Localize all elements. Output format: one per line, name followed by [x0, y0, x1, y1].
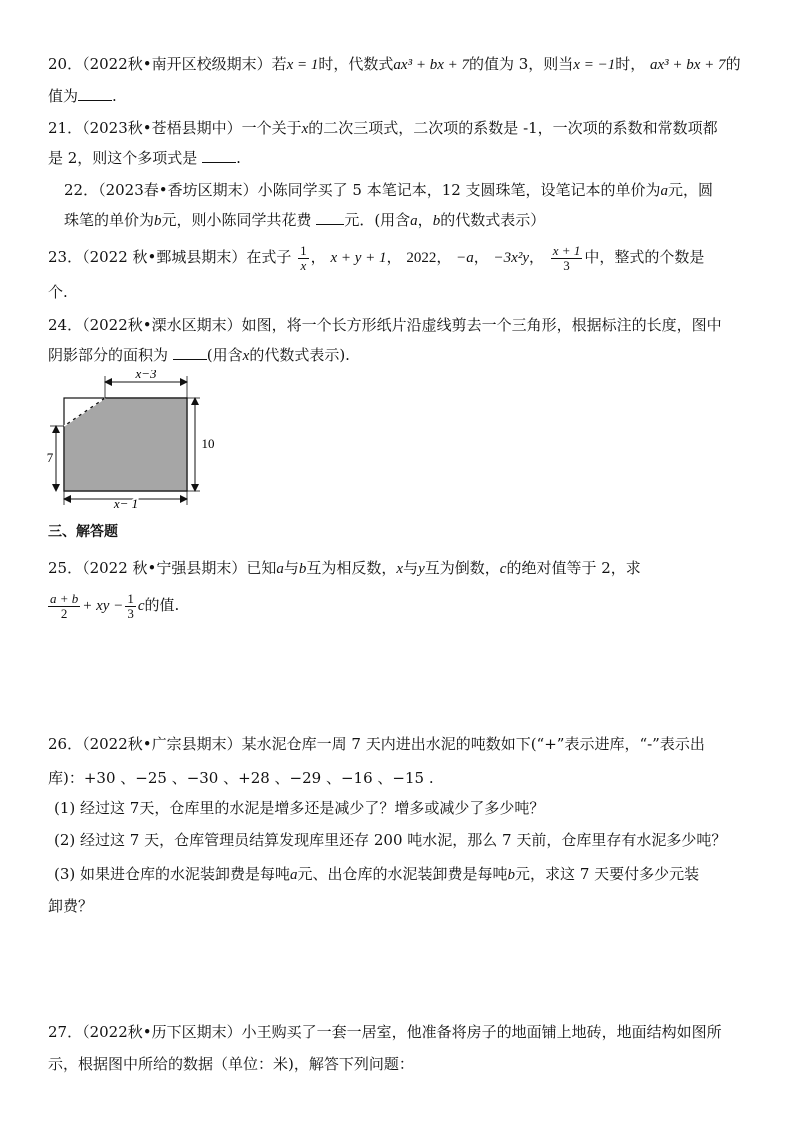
q27-line2	[48, 1054, 414, 1074]
q27-text-a: 27．（2022秋•历下区期末）小王购买了一套一居室，他准备将房子的地面铺上地砖，地面结构如图所	[48, 1023, 722, 1041]
q22-text-a: 22．（2023春•香坊区期末）小陈同学买了 5 本笔记本，12 支圆珠笔，设笔记本的单价为	[64, 181, 661, 199]
q25-fraction-1-over-3	[125, 592, 136, 621]
q21-var-x: x	[301, 121, 309, 137]
q26-part3-text-b: 元、出仓库的水泥装卸费是每吨	[297, 865, 508, 883]
q23-line2	[48, 282, 68, 302]
q23-text-a: 23．（2022 秋•鄄城县期末）在式子	[48, 248, 292, 266]
q23-sep: ，	[436, 248, 452, 266]
q25-var-a: a	[276, 561, 284, 577]
q24-figure	[44, 370, 234, 510]
q22-var-b-2: b	[432, 213, 441, 229]
q23-sep: ，	[310, 248, 326, 266]
q23-text-c: 个.	[48, 283, 68, 301]
right-label: 10	[201, 436, 215, 451]
q23-expr-3: −a	[456, 250, 474, 266]
q22-text-f: 的代数式表示）	[440, 211, 546, 229]
q21-text-b: 的二次三项式，二次项的系数是 -1，一次项的系数和常数项都	[308, 119, 718, 137]
q23-sep: ，	[386, 248, 402, 266]
q24-line2	[48, 345, 350, 366]
q20-text-a: 20．（2022秋•南开区校级期末）若	[48, 55, 287, 73]
q21-text-c: 是 2，则这个多项式是	[48, 149, 198, 167]
q21-line2	[48, 148, 241, 168]
q23-fraction-1-over-x	[298, 244, 309, 273]
q22-var-b: b	[154, 213, 162, 229]
q22-text-b: 元，圆	[668, 181, 714, 199]
q23-text-b: 中，整式的个数是	[584, 248, 705, 266]
bottom-label: x− 1	[113, 496, 139, 510]
q20-period: .	[112, 87, 117, 105]
q21-period: .	[236, 149, 241, 167]
q22-text-c: 珠笔的单价为	[64, 211, 155, 229]
q25-text-a: 25．（2022 秋•宁强县期末）已知	[48, 559, 277, 577]
q22-text-d: 元，则小陈同学共花费	[161, 211, 312, 229]
shaded-region	[64, 398, 187, 491]
frac-num: 1	[127, 590, 134, 606]
q24-text-d: 的代数式表示).	[249, 346, 350, 364]
top-label: x−3	[135, 370, 157, 381]
answer-blank	[173, 345, 207, 360]
q20-line1	[48, 54, 741, 75]
q23-expr-4: −3x²y	[493, 250, 529, 266]
q23-sep: ，	[473, 248, 489, 266]
q20-expression-2: ax³ + bx + 7	[650, 57, 726, 73]
frac-den: x	[300, 257, 307, 273]
frac-den: 3	[127, 605, 134, 621]
q26-part2-text: (2) 经过这 7 天，仓库管理员结算发现库里还存 200 吨水泥，那么 7 天前，仓库里存有水泥多少吨？	[54, 831, 727, 849]
q23-sep: ，	[528, 248, 544, 266]
q25-line1	[48, 558, 641, 579]
q26-part1	[54, 798, 544, 818]
q26-part3-text-d: 卸费？	[48, 897, 94, 915]
frac-num: a + b	[50, 590, 79, 606]
answer-blank	[78, 86, 112, 101]
q25-var-b: b	[298, 561, 307, 577]
q26-part3-text-a: (3) 如果进仓库的水泥装卸费是每吨	[54, 865, 291, 883]
q21-text: 21．（2023秋•苍梧县期中）一个关于	[48, 119, 302, 137]
q25-text-b: 与	[283, 559, 299, 577]
q23-line1	[48, 243, 704, 273]
answer-blank	[316, 210, 344, 225]
q25-text-e: 互为倒数，	[424, 559, 500, 577]
frac-den: 2	[60, 605, 68, 621]
q25-var-c-2: c	[137, 598, 145, 614]
section-heading: 三、解答题	[48, 524, 118, 540]
q25-line2	[46, 590, 179, 621]
answer-blank	[202, 148, 236, 163]
frac-den: 3	[563, 257, 570, 273]
q24-text-b: 阴影部分的面积为	[48, 346, 169, 364]
q25-var-y: y	[418, 561, 425, 577]
q20-x-eq-neg1: x = −1	[573, 57, 616, 73]
q26-text-a: 26．（2022秋•广宗县期末）某水泥仓库一周 7 天内进出水泥的吨数如下(“+”表示进库，“-”表示出	[48, 735, 705, 753]
frac-num: x + 1	[552, 242, 581, 258]
q26-var-a: a	[290, 867, 298, 883]
q27-line1	[48, 1022, 722, 1042]
q20-expression: ax³ + bx + 7	[393, 57, 469, 73]
q25-var-c: c	[499, 561, 507, 577]
q20-text-b: 时，代数式	[318, 55, 394, 73]
q26-part3-line1	[54, 864, 699, 885]
q20-text-e: 的	[725, 55, 741, 73]
q25-text-c: 互为相反数，	[306, 559, 397, 577]
q25-plus-xy: + xy −	[82, 598, 124, 614]
q26-text-b: 库)：+30 、−25 、−30 、+28 、−29 、−16 、−15 .	[48, 769, 434, 787]
q24-text-c: (用含	[206, 346, 243, 364]
q22-var-a: a	[660, 183, 669, 199]
q25-var-x: x	[396, 561, 404, 577]
q20-x-eq-1: x = 1	[286, 57, 319, 73]
q27-text-b: 示，根据图中所给的数据（单位：米)，解答下列问题：	[48, 1055, 414, 1073]
q26-var-b: b	[507, 867, 516, 883]
q22-comma: ，	[417, 211, 433, 229]
q23-expr-1: x + y + 1	[330, 250, 387, 266]
q24-text-a: 24．（2022秋•溧水区期末）如图，将一个长方形纸片沿虚线剪去一个三角形，根据标注的长度，图中	[48, 316, 722, 334]
left-label: 7	[46, 450, 54, 465]
q26-part3-text-c: 元，求这 7 天要付多少元装	[515, 865, 700, 883]
q20-line2	[48, 86, 117, 106]
q24-var-x: x	[242, 348, 250, 364]
q26-line1	[48, 734, 705, 754]
q24-line1	[48, 315, 722, 335]
q26-line2	[48, 768, 434, 788]
q22-var-a-2: a	[410, 213, 418, 229]
frac-num: 1	[300, 242, 307, 258]
q22-line2	[64, 210, 545, 231]
q23-expr-2: 2022	[406, 250, 437, 266]
q25-text-f: 的绝对值等于 2，求	[506, 559, 641, 577]
q26-part2	[54, 830, 726, 850]
q25-text-d: 与	[403, 559, 419, 577]
q26-part3-line2	[48, 896, 93, 916]
q20-text-c: 的值为 3，则当	[468, 55, 574, 73]
q26-part1-text: (1) 经过这 7天，仓库里的水泥是增多还是减少了？增多或减少了多少吨？	[54, 799, 545, 817]
q20-text-value: 值为	[48, 87, 79, 105]
q20-text-d: 时，	[615, 55, 646, 73]
q25-fraction-a-plus-b-over-2	[48, 592, 80, 621]
q25-text-g: 的值.	[144, 596, 180, 614]
q23-fraction-x-plus-1-over-3	[551, 244, 583, 273]
q22-text-e: 元．(用含	[344, 211, 411, 229]
q22-line1	[64, 180, 713, 201]
q21-line1	[48, 118, 718, 139]
